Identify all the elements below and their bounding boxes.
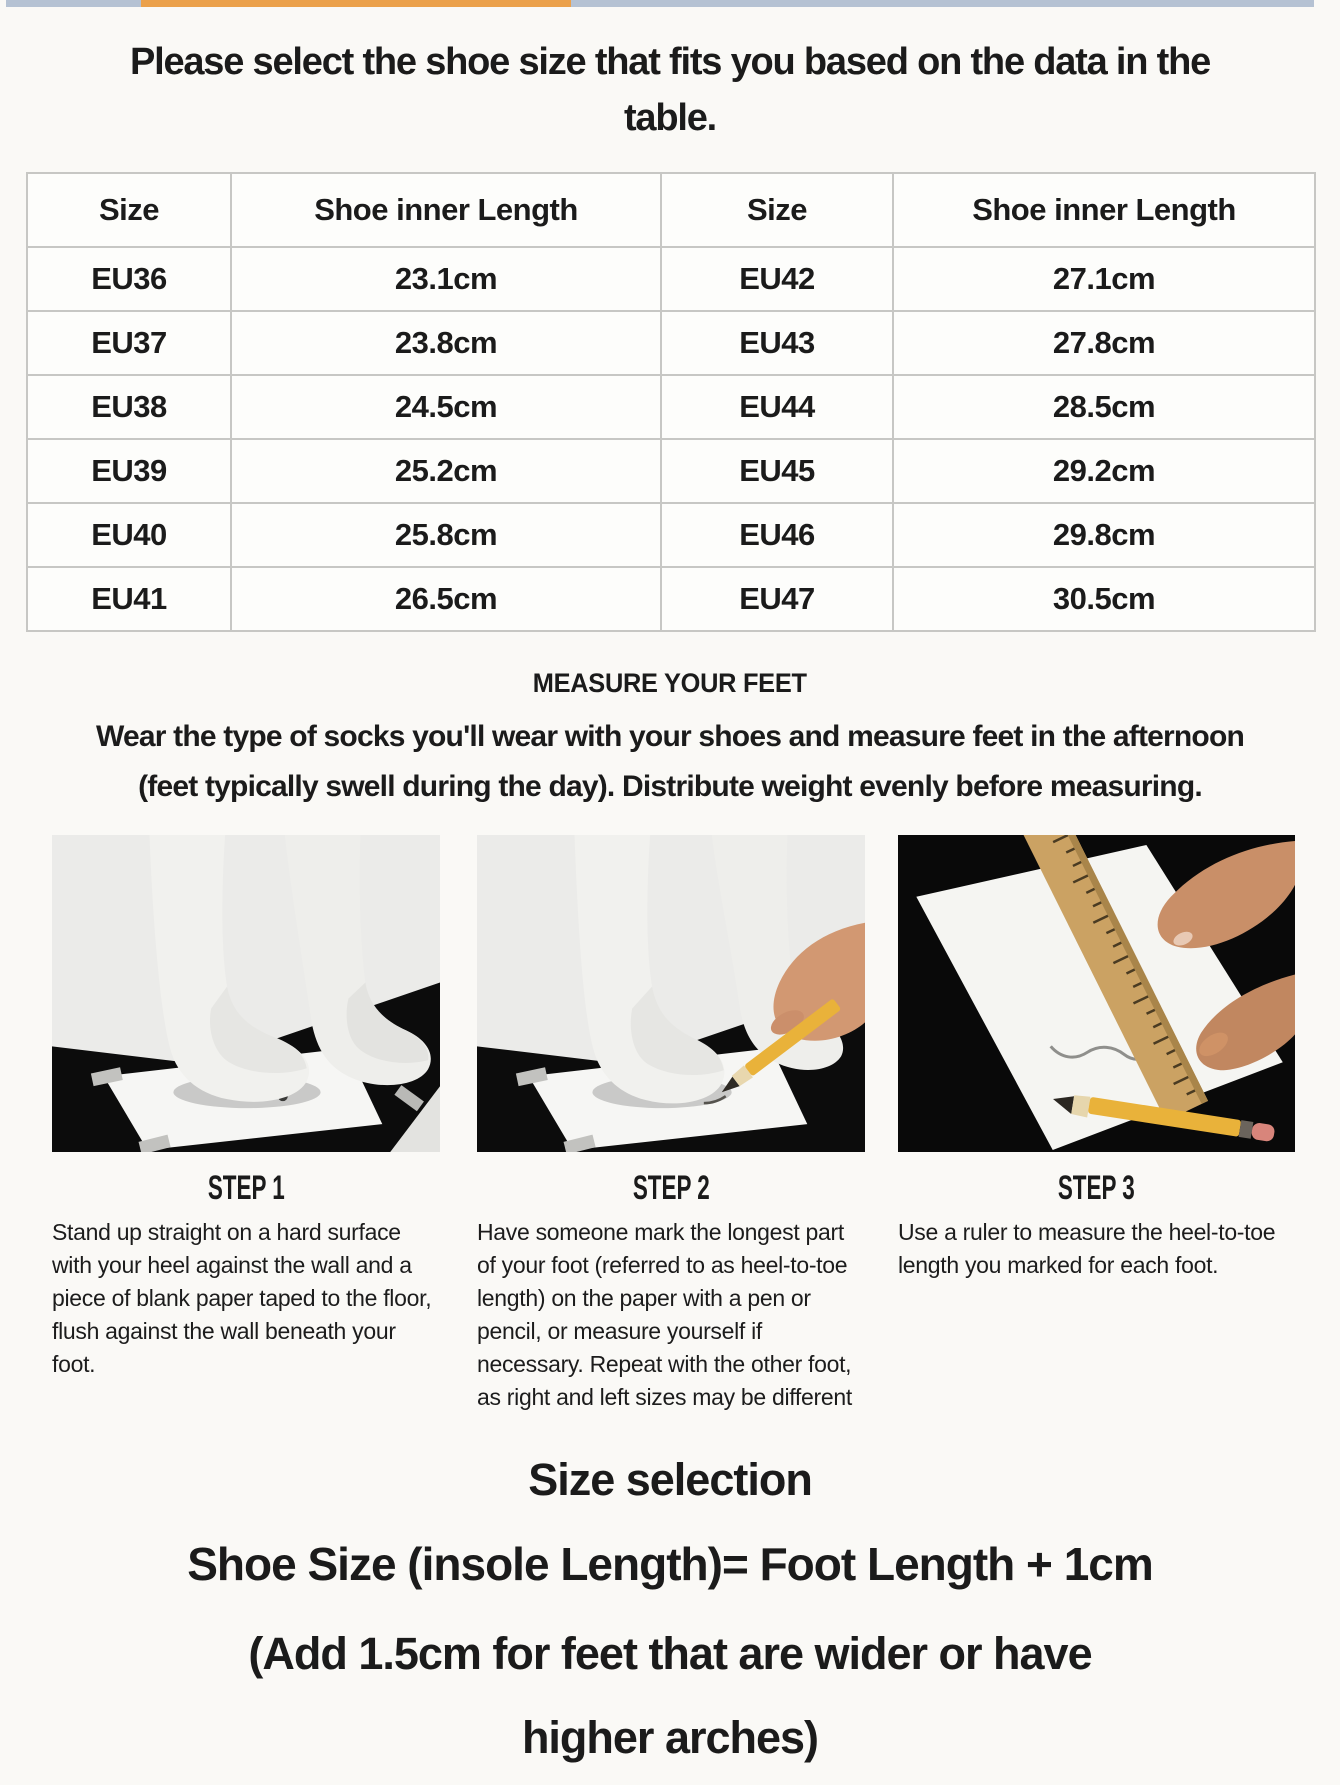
- size-cell: EU39: [27, 439, 231, 503]
- column-header-length-left: Shoe inner Length: [231, 173, 661, 247]
- size-selection-note-line1: (Add 1.5cm for feet that are wider or have: [248, 1628, 1092, 1679]
- size-selection-note: [0, 1612, 1340, 1780]
- size-selection-formula: Shoe Size (insole Length)= Foot Length + 1cm: [187, 1538, 1153, 1590]
- hand-marking-foot-with-pencil-photo: [477, 835, 865, 1152]
- step-2-label: STEP 2: [632, 1169, 710, 1207]
- length-cell: 23.8cm: [231, 311, 661, 375]
- size-selection-heading: Size selection: [528, 1454, 812, 1505]
- column-header-size-right: Size: [661, 173, 893, 247]
- size-cell: EU36: [27, 247, 231, 311]
- step-3-column: [898, 835, 1295, 1414]
- size-chart-table: [26, 172, 1316, 632]
- size-cell: EU40: [27, 503, 231, 567]
- step-1-label: STEP 1: [207, 1169, 285, 1207]
- size-cell: EU45: [661, 439, 893, 503]
- size-cell: EU42: [661, 247, 893, 311]
- table-row: [27, 247, 1315, 311]
- length-cell: 23.1cm: [231, 247, 661, 311]
- length-cell: 25.2cm: [231, 439, 661, 503]
- step-2-description: Have someone mark the longest part of your foot (referred to as heel-to-toe length) on the paper with a pen or pencil, or measure yourself if necessary. Repeat with the other foot, as right and left sizes may be different: [477, 1219, 852, 1410]
- length-cell: 24.5cm: [231, 375, 661, 439]
- table-row: [27, 311, 1315, 375]
- step-3-label: STEP 3: [1058, 1169, 1135, 1207]
- size-selection-section: [0, 1448, 1340, 1780]
- size-cell: EU37: [27, 311, 231, 375]
- page-title-line2: table.: [623, 97, 717, 139]
- size-cell: EU43: [661, 311, 893, 375]
- size-cell: EU38: [27, 375, 231, 439]
- table-row: [27, 503, 1315, 567]
- measure-intro-line1: Wear the type of socks you'll wear with your shoes and measure feet in the afternoon: [95, 720, 1244, 753]
- size-cell: EU47: [661, 567, 893, 631]
- top-progress-bar-accent: [141, 0, 571, 7]
- step-1-description: Stand up straight on a hard surface with your heel against the wall and a piece of blank paper taped to the floor, flush against the wall beneath your foot.: [52, 1219, 432, 1377]
- length-cell: 26.5cm: [231, 567, 661, 631]
- step-1-column: [52, 835, 440, 1414]
- length-cell: 30.5cm: [893, 567, 1315, 631]
- measure-intro-paragraph: [20, 712, 1320, 812]
- table-row: [27, 439, 1315, 503]
- table-row: [27, 567, 1315, 631]
- size-cell: EU46: [661, 503, 893, 567]
- length-cell: 29.8cm: [893, 503, 1315, 567]
- column-header-size-left: Size: [27, 173, 231, 247]
- step-3-description: Use a ruler to measure the heel-to-toe length you marked for each foot.: [898, 1219, 1276, 1278]
- page-title-line1: Please select the shoe size that fits you based on the data in the: [129, 41, 1211, 83]
- length-cell: 29.2cm: [893, 439, 1315, 503]
- size-selection-note-line2: higher arches): [521, 1712, 819, 1763]
- step-2-column: [477, 835, 865, 1414]
- page-title: [20, 34, 1320, 146]
- length-cell: 25.8cm: [231, 503, 661, 567]
- length-cell: 27.8cm: [893, 311, 1315, 375]
- length-cell: 28.5cm: [893, 375, 1315, 439]
- feet-standing-on-paper-photo: [52, 835, 440, 1152]
- table-row: [27, 375, 1315, 439]
- column-header-length-right: Shoe inner Length: [893, 173, 1315, 247]
- measure-intro-line2: (feet typically swell during the day). Distribute weight evenly before measuring.: [138, 770, 1202, 803]
- top-progress-bar: [6, 0, 1314, 7]
- measure-your-feet-heading: MEASURE YOUR FEET: [533, 668, 807, 698]
- length-cell: 27.1cm: [893, 247, 1315, 311]
- measurement-steps: [52, 835, 1295, 1414]
- hands-measuring-paper-with-ruler-photo: [898, 835, 1295, 1152]
- size-cell: EU41: [27, 567, 231, 631]
- size-cell: EU44: [661, 375, 893, 439]
- table-header-row: [27, 173, 1315, 247]
